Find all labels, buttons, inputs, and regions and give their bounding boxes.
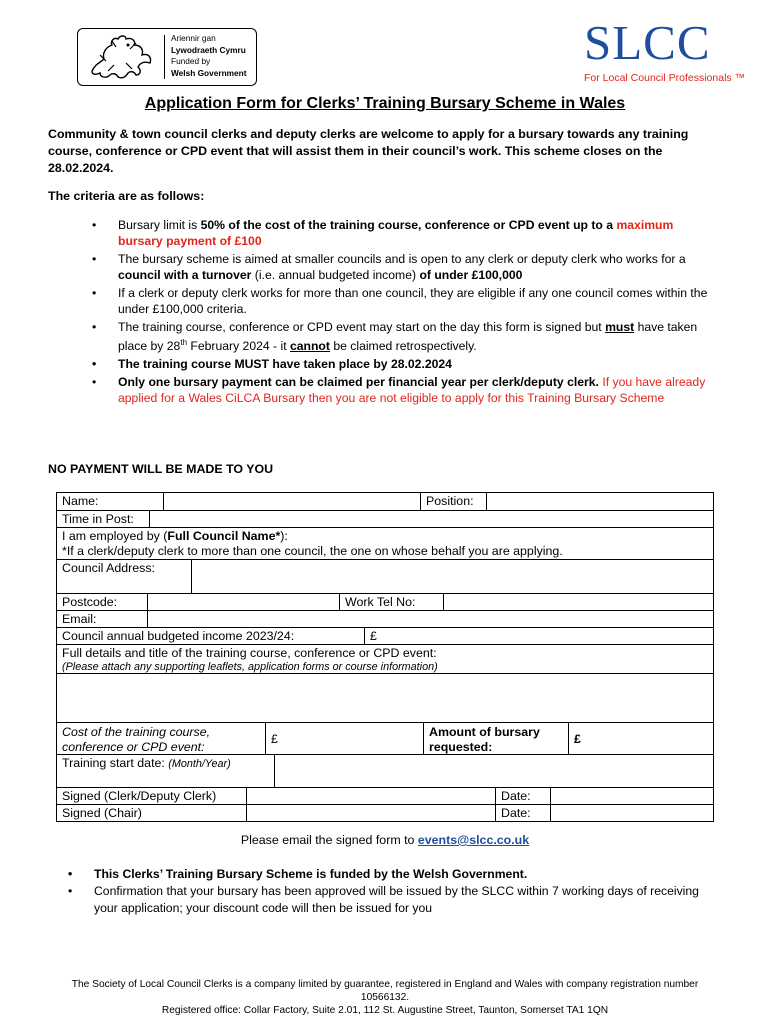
signed-chair-field[interactable] (246, 805, 495, 821)
start-date-label: Training start date: (62, 756, 169, 770)
criteria-text: cannot (289, 339, 330, 354)
note-item: • Confirmation that your bursary has been approved will be issued by the SLCC within 7 working days of receiving your application; your discount code will then be issued for you (68, 883, 708, 917)
welsh-government-text (171, 33, 246, 79)
criteria-text: th (180, 338, 188, 347)
criteria-item: • The training course MUST have taken place by 28.02.2024 (92, 356, 712, 372)
criteria-text: must (605, 320, 635, 334)
email-field[interactable] (147, 611, 713, 627)
postcode-row (57, 594, 713, 611)
name-label: Name: (62, 494, 99, 508)
page-title: Application Form for Clerks’ Training Bursary Scheme in Wales (144, 95, 626, 112)
employer-note: *If a clerk/deputy clerk to more than one council, the one on whose behalf you are applying. (62, 543, 563, 558)
time-in-post-field[interactable] (149, 511, 713, 527)
criteria-text: of under £100,000 (419, 268, 523, 282)
application-form (56, 492, 714, 822)
council-address-label: Council Address: (62, 561, 155, 575)
start-date-field[interactable] (274, 755, 713, 787)
email-label: Email: (62, 612, 97, 626)
footer-line-2: Registered office: Collar Factory, Suite 2.01, 112 St. Augustine Street, Taunton, Somerset TA1 1QN (161, 1005, 609, 1016)
wg-line-1: Ariennir gan (171, 33, 216, 43)
details-label-row (57, 645, 713, 674)
signed-chair-row (57, 805, 713, 821)
cost-currency: £ (271, 732, 278, 746)
criteria-text: Bursary limit is (118, 218, 201, 232)
cost-row (57, 723, 713, 755)
position-field[interactable] (486, 493, 713, 510)
details-row[interactable] (57, 674, 713, 723)
intro-paragraph: Community & town council clerks and deputy clerks are welcome to apply for a bursary towards any training course, conference or CPD event that will assist them in their council’s work. This scheme closes on the 28.02.2024. (48, 127, 689, 175)
work-tel-label: Work Tel No: (339, 594, 443, 610)
footer (60, 978, 710, 1017)
email-instruction (0, 833, 770, 847)
criteria-text: February 2024 - it (187, 339, 290, 354)
criteria-text: 50% of the cost of the training course, conference or CPD event up to a (200, 218, 617, 232)
signed-clerk-row (57, 788, 713, 805)
council-address-row (57, 560, 713, 594)
start-date-label-cell (57, 755, 274, 787)
no-payment-notice: NO PAYMENT WILL BE MADE TO YOU (48, 462, 274, 476)
start-date-hint: (Month/Year) (168, 758, 231, 770)
criteria-text: be claimed retrospectively. (329, 339, 477, 354)
signed-clerk-field[interactable] (246, 788, 495, 804)
wg-line-3: Funded by (171, 56, 211, 66)
employer-field[interactable] (57, 528, 713, 559)
budget-row (57, 628, 713, 645)
criteria-item (92, 217, 712, 249)
time-in-post-row (57, 511, 713, 528)
criteria-text: If you have already applied for a Wales CiLCA Bursary then you are not eligible to apply for this Training Bursary Scheme (118, 375, 706, 406)
wg-line-4: Welsh Government (171, 67, 247, 78)
criteria-text: maximum bursary payment of £100 (118, 218, 674, 248)
postcode-field[interactable] (147, 594, 339, 610)
slcc-tagline: For Local Council Professionals ™ (584, 72, 746, 84)
criteria-list (92, 217, 712, 408)
cost-label: Cost of the training course, conference or CPD event: (62, 725, 211, 754)
notes-list (68, 866, 708, 917)
criteria-text: have taken place by 28 (118, 320, 698, 354)
slcc-logo (584, 15, 746, 92)
budget-currency: £ (370, 629, 377, 643)
employer-label-bold: Full Council Name* (167, 529, 281, 543)
time-in-post-label: Time in Post: (62, 512, 134, 526)
email-row (57, 611, 713, 628)
criteria-item (92, 319, 712, 354)
welsh-government-logo (77, 28, 257, 86)
budget-label: Council annual budgeted income 2023/24: (62, 629, 295, 643)
criteria-text: The bursary scheme is aimed at smaller councils and is open to any clerk or deputy clerk who works for a (118, 252, 686, 266)
employer-label: I am employed by ( (62, 529, 168, 543)
date-field-clerk[interactable] (550, 788, 713, 804)
details-label: Full details and title of the training course, conference or CPD event: (62, 646, 437, 660)
welsh-dragon-icon (86, 33, 158, 81)
criteria-heading: The criteria are as follows: (48, 189, 205, 203)
criteria-text: The training course, conference or CPD event may start on the day this form is signed but (118, 320, 606, 334)
name-row (57, 493, 713, 511)
email-prompt: Please email the signed form to (240, 833, 418, 847)
logo-divider (164, 35, 165, 79)
criteria-text: council with a turnover (118, 268, 252, 282)
name-field[interactable] (163, 493, 420, 510)
details-note: (Please attach any supporting leaflets, application forms or course information) (62, 661, 438, 673)
signed-chair-label: Signed (Chair) (62, 806, 142, 820)
signed-clerk-label: Signed (Clerk/Deputy Clerk) (62, 789, 217, 803)
wg-line-2: Lywodraeth Cymru (171, 44, 246, 55)
position-label: Position: (420, 493, 486, 510)
employer-label-end: ): (280, 529, 288, 543)
amount-currency: £ (574, 732, 581, 746)
details-label-cell (57, 645, 713, 673)
criteria-text: (i.e. annual budgeted income) (251, 268, 420, 282)
note-item: • This Clerks’ Training Bursary Scheme is funded by the Welsh Government. (68, 866, 708, 883)
employer-row[interactable] (57, 528, 713, 560)
details-field[interactable] (57, 674, 713, 722)
criteria-item (92, 251, 712, 283)
slcc-wordmark: SLCC (584, 15, 711, 70)
council-address-field[interactable] (191, 560, 713, 593)
email-link[interactable]: events@slcc.co.uk (417, 833, 530, 847)
amount-label: Amount of bursary requested: (423, 723, 568, 754)
date-field-chair[interactable] (550, 805, 713, 821)
amount-field[interactable] (568, 723, 713, 754)
date-label-chair: Date: (495, 805, 550, 821)
date-label-clerk: Date: (495, 788, 550, 804)
criteria-item (92, 374, 712, 406)
footer-line-1: The Society of Local Council Clerks is a company limited by guarantee, registered in England and Wales with company registration number 10566132. (71, 979, 699, 1003)
start-date-row (57, 755, 713, 788)
criteria-text: Only one bursary payment can be claimed per financial year per clerk/deputy clerk. (118, 375, 599, 390)
postcode-label: Postcode: (62, 595, 118, 609)
cost-field[interactable] (265, 723, 423, 754)
budget-field[interactable] (364, 628, 713, 644)
work-tel-field[interactable] (443, 594, 713, 610)
criteria-item: • If a clerk or deputy clerk works for more than one council, they are eligible if any one council comes within the under £100,000 criteria. (92, 285, 712, 317)
